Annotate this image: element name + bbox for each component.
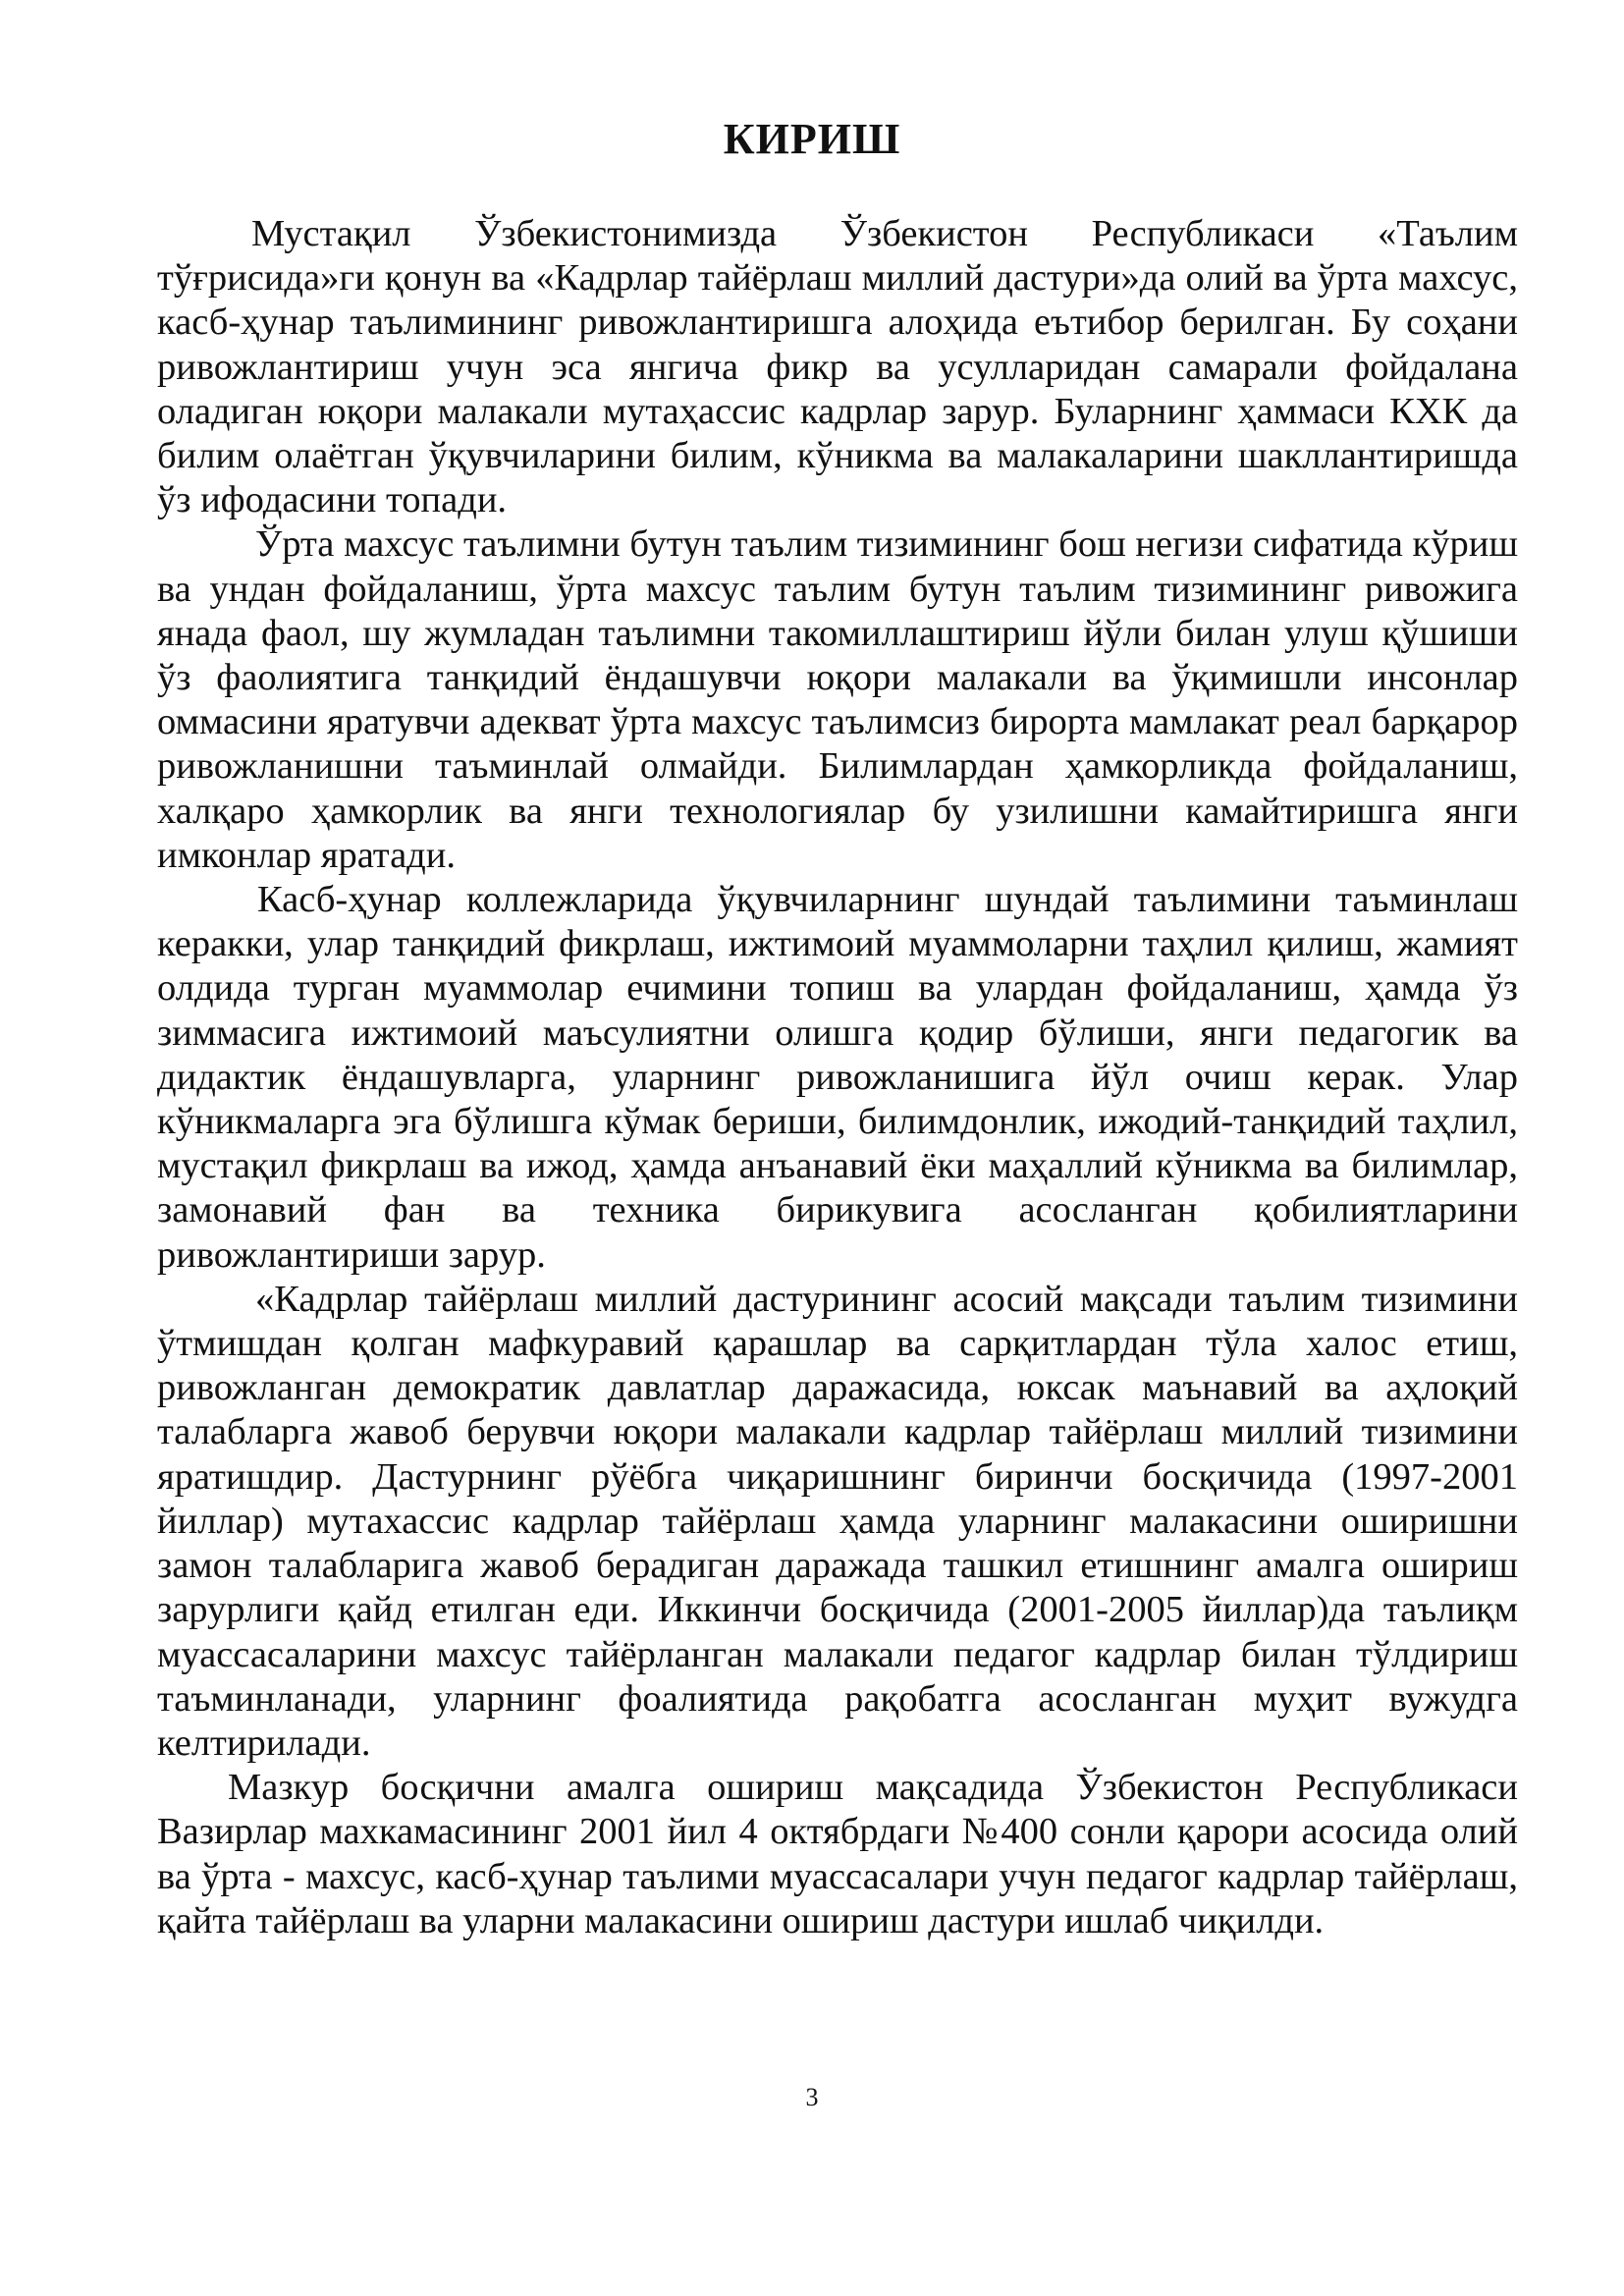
document-body — [157, 212, 1518, 1943]
page-title: КИРИШ — [723, 115, 901, 163]
paragraph-2: Ўрта махсус таълимни бутун таълим тизимининг бош негизи сифатида кўриш ва ундан фойдаланиш, ўрта махсус таълим бутун таълим тизимининг ривожига янада фаол, шу жумладан таълимни такомиллаштириш йўли билан улуш қўшиши ўз фаолиятига танқидий ёндашувчи юқори малакали ва ўқимишли инсонлар оммасини яратувчи адекват ўрта махсус таълимсиз бирорта мамлакат реал барқарор ривожланишни таъминлай олмайди. Билимлардан ҳамкорликда фойдаланиш, халқаро ҳамкорлик ва янги технологиялар бу узилишни камайтиришга янги имконлар яратади. — [157, 523, 1518, 876]
paragraph-5: Мазкур босқични амалга ошириш мақсадида Ўзбекистон Республикаси Вазирлар махкамасининг 2001 йил 4 октябрдаги №400 сонли қарори асосида олий ва ўрта - махсус, касб-ҳунар таълими муассасалари учун педагог кадрлар тайёрлаш, қайта тайёрлаш ва уларни малакасини ошириш дастури ишлаб чиқилди. — [157, 1767, 1518, 1941]
page-number: 3 — [805, 2083, 819, 2111]
paragraph-4: «Кадрлар тайёрлаш миллий дастурининг асосий мақсади таълим тизимини ўтмишдан қолган мафкуравий қарашлар ва сарқитлардан тўла халос етиш, ривожланган демократик давлатлар даражасида, юксак маънавий ва аҳлоқий талабларга жавоб берувчи юқори малакали кадрлар тайёрлаш миллий тизимини яратишдир. Дастурнинг рўёбга чиқаришнинг биринчи босқичида (1997-2001 йиллар) мутахассис кадрлар тайёрлаш ҳамда уларнинг малакасини оширишни замон талабларига жавоб берадиган даражада ташкил етишнинг амалга ошириш зарурлиги қайд етилган еди. Иккинчи босқичида (2001-2005 йиллар)да таълиқм муассасаларини махсус тайёрланган малакали педагог кадрлар билан тўлдириш таъминланади, уларнинг фоалиятида рақобатга асосланган муҳит вужудга келтирилади. — [157, 1278, 1518, 1764]
paragraph-3: Касб-ҳунар коллежларида ўқувчиларнинг шундай таълимини таъминлаш керакки, улар танқидий фикрлаш, ижтимоий муаммоларни таҳлил қилиш, жамият олдида турган муаммолар ечимини топиш ва улардан фойдаланиш, ҳамда ўз зиммасига ижтимоий маъсулиятни олишга қодир бўлиши, янги педагогик ва дидактик ёндашувларга, уларнинг ривожланишига йўл очиш керак. Улар кўникмаларга эга бўлишга кўмак бериши, билимдонлик, ижодий-танқидий таҳлил, мустақил фикрлаш ва ижод, ҳамда анъанавий ёки маҳаллий кўникма ва билимлар, замонавий фан ва техника бирикувига асосланган қобилиятларини ривожлантириши зарур. — [157, 879, 1518, 1276]
paragraph-1: Мустақил Ўзбекистонимизда Ўзбекистон Республикаси «Таълим тўғрисида»ги қонун ва «Кадрлар тайёрлаш миллий дастури»да олий ва ўрта махсус, касб-ҳунар таълимининг ривожлантиришга алоҳида еътибор берилган. Бу соҳани ривожлантириш учун эса янгича фикр ва усулларидан самарали фойдалана оладиган юқори малакали мутаҳассис кадрлар зарур. Буларнинг ҳаммаси КХК да билим олаётган ўқувчиларини билим, кўникма ва малакаларини шакллантиришда ўз ифодасини топади. — [157, 213, 1518, 521]
